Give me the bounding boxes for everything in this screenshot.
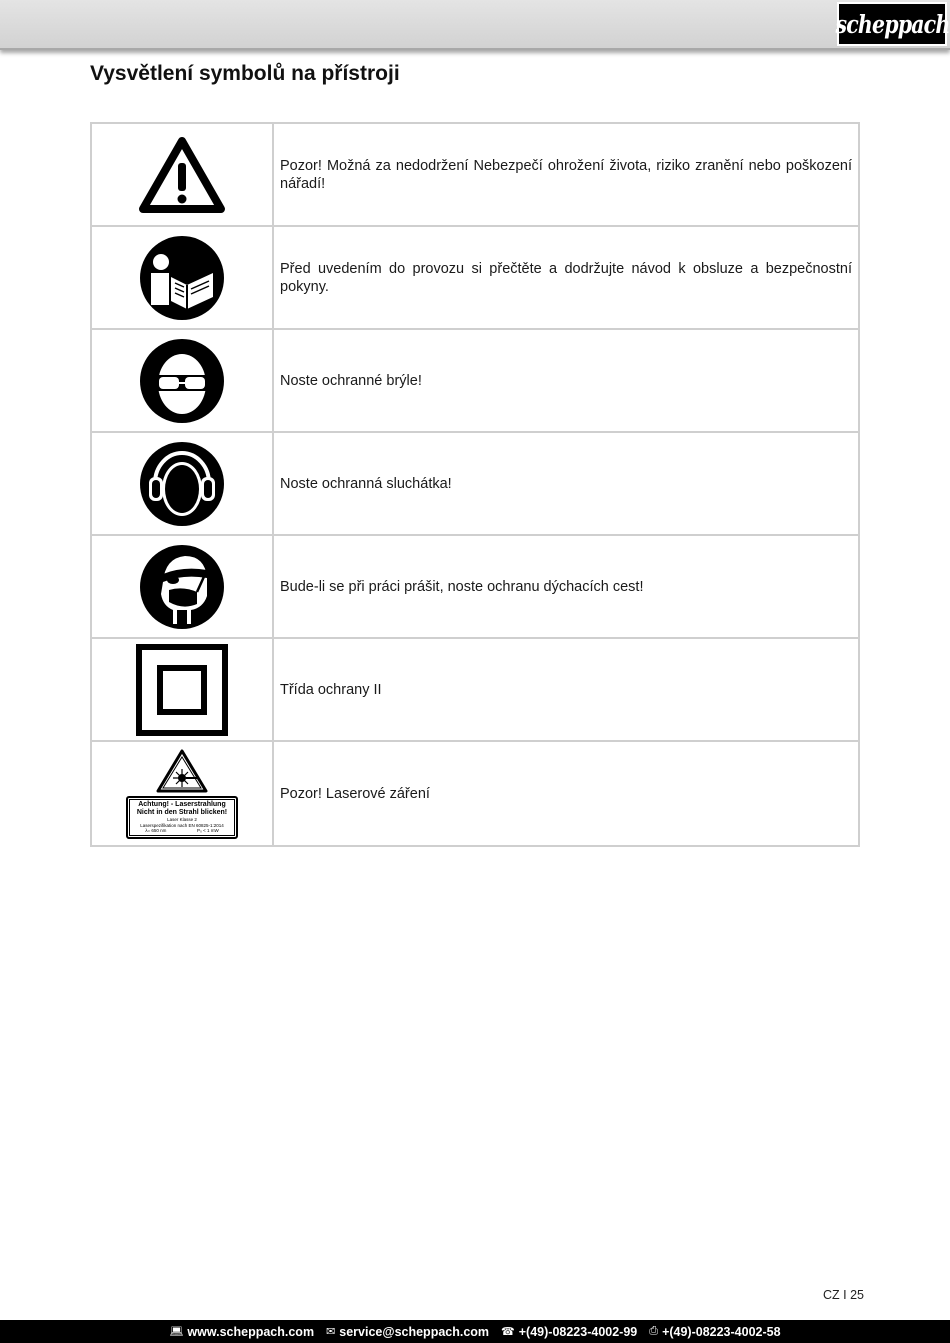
scheppach-logo [837,2,947,46]
symbol-table [90,122,860,847]
table-row [91,329,859,432]
mail-icon: ✉ [326,1326,336,1338]
table-row [91,741,859,846]
symbol-description: Pozor! Laserové záření [273,741,859,846]
laser-label-line: Laser Klasse 2 [167,817,197,823]
laser-label-power: P₀ < 1 mW [196,828,219,834]
read-manual-icon [139,235,225,321]
footer-email-link[interactable]: service@scheppach.com [339,1324,490,1339]
table-row [91,226,859,329]
page-number: CZ I 25 [823,1288,864,1302]
safety-goggles-icon [139,338,225,424]
table-row [91,638,859,741]
symbol-description: Noste ochranná sluchátka! [273,432,859,535]
ear-protection-icon [139,441,225,527]
footer-phone: +(49)-08223-4002-99 [518,1324,638,1339]
symbol-description: Noste ochranné brýle! [273,329,859,432]
laser-label-wavelength: λ= 650 nm [145,828,167,834]
warning-triangle-icon [137,135,227,215]
table-row [91,432,859,535]
symbol-description: Bude-li se při práci prášit, noste ochranu dýchacích cest! [273,535,859,638]
symbol-description: Před uvedením do provozu si přečtěte a dodržujte návod k obsluze a bezpečnostní pokyny. [273,226,859,329]
table-row [91,535,859,638]
laser-label-line: Achtung! - Laserstrahlung [138,801,226,809]
laser-warning-icon [155,748,209,794]
page-title: Vysvětlení symbolů na přístroji [90,62,400,85]
phone-icon: ☎ [501,1326,515,1338]
footer-bar [0,1320,950,1343]
dust-mask-icon [139,544,225,630]
footer-fax: +(49)-08223-4002-58 [662,1324,781,1339]
laser-warning-label [126,796,238,839]
laser-label-line: Laserspezifikation nach EN 60825-1:2014 [140,822,224,828]
table-row [91,123,859,226]
header-band [0,0,950,50]
symbol-description: Pozor! Možná za nedodržení Nebezpečí ohrožení života, riziko zranění nebo poškození nářadí! [273,123,859,226]
protection-class-ii-icon [136,644,228,736]
symbol-description: Třída ochrany II [273,638,859,741]
laser-label-line: Nicht in den Strahl blicken! [136,809,228,817]
footer-website-link[interactable]: www.scheppach.com [187,1324,315,1339]
logo-text: scheppach [835,9,949,39]
computer-icon: 💻︎ [169,1326,184,1338]
fax-icon: ⎙ [649,1325,659,1337]
